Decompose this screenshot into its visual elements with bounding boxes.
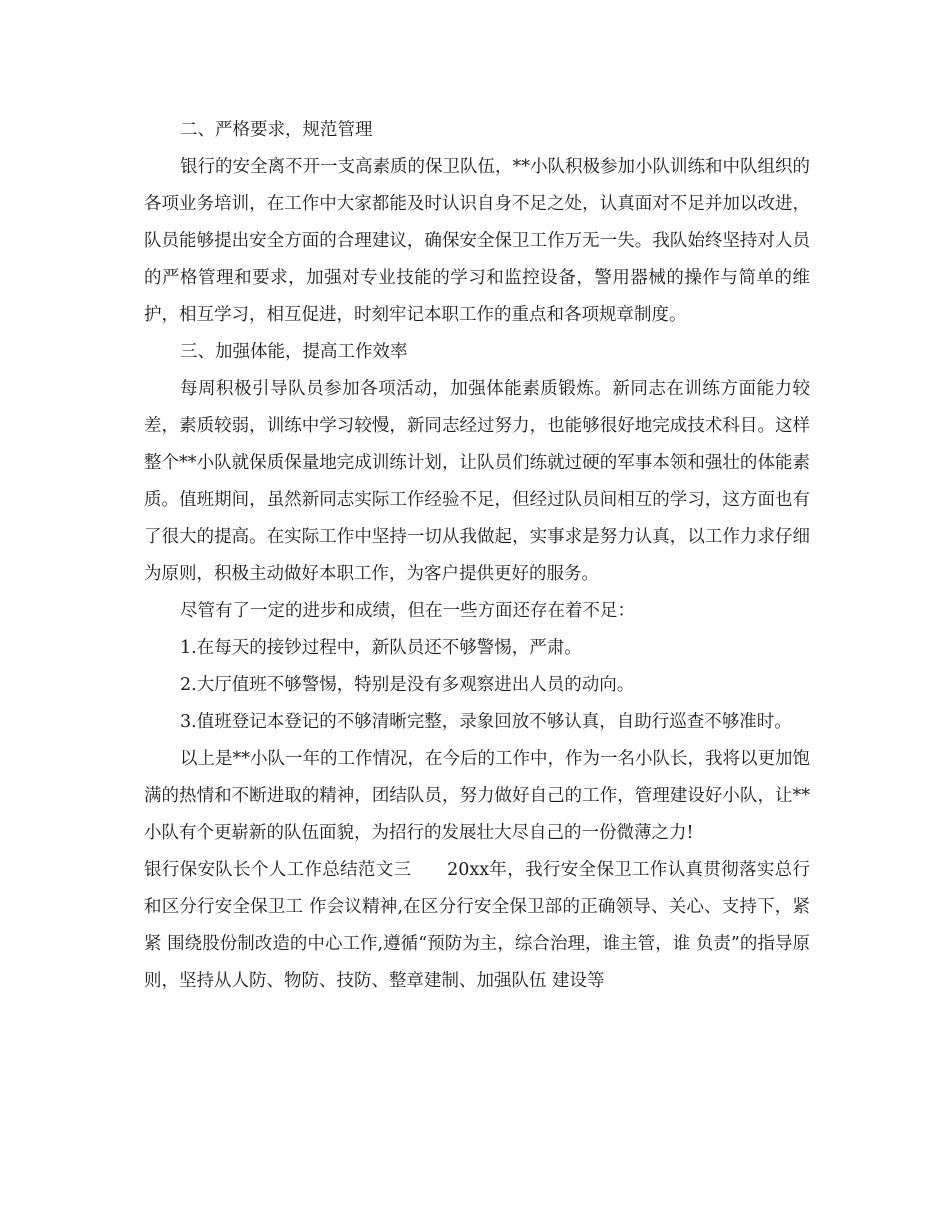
list-item: 1.在每天的接钞过程中，新队员还不够警惕，严肃。 — [180, 638, 582, 658]
paragraph-plain: 银行保安队长个人工作总结范文三 20xx年，我行安全保卫工作认真贯彻落实总行和区分行安全保卫工 作会议精神,在区分行安全保卫部的正确领导、关心、支持下，紧紧 围绕股份制改造的中心工作,遵循“预防为主，综合治理，谁主管，谁 负责”的指导原则，坚持从人防、物防、技防、整章建制、加强队伍 建设等 — [144, 860, 810, 991]
list-item: 2.大厅值班不够警惕，特别是没有多观察进出人员的动向。 — [180, 675, 635, 695]
section-heading-3: 三、加强体能，提高工作效率 — [180, 342, 408, 362]
paragraph: 以上是**小队一年的工作情况，在今后的工作中，作为一名小队长，我将以更加饱满的热情和不断进取的精神，团结队员，努力做好自己的工作，管理建设好小队，让**小队有个更崭新的队伍面貌，为招行的发展壮大尽自己的一份微薄之力! — [144, 749, 810, 843]
document-page — [144, 112, 810, 1000]
section-heading-2: 二、严格要求，规范管理 — [180, 120, 373, 140]
list-item: 3.值班登记本登记的不够清晰完整，录象回放不够认真，自助行巡查不够准时。 — [180, 712, 792, 732]
paragraph: 每周积极引导队员参加各项活动，加强体能素质锻炼。新同志在训练方面能力较差，素质较弱，训练中学习较慢，新同志经过努力，也能够很好地完成技术科目。这样整个**小队就保质保量地完成训练计划，让队员们练就过硬的军事本领和强壮的体能素质。值班期间，虽然新同志实际工作经验不足，但经过队员间相互的学习，这方面也有了很大的提高。在实际工作中坚持一切从我做起，实事求是努力认真，以工作力求仔细为原则，积极主动做好本职工作，为客户提供更好的服务。 — [144, 379, 810, 584]
paragraph: 银行的安全离不开一支高素质的保卫队伍，**小队积极参加小队训练和中队组织的各项业务培训，在工作中大家都能及时认识自身不足之处，认真面对不足并加以改进，队员能够提出安全方面的合理建议，确保安全保卫工作万无一失。我队始终坚持对人员的严格管理和要求，加强对专业技能的学习和监控设备，警用器械的操作与简单的维护，相互学习，相互促进，时刻牢记本职工作的重点和各项规章制度。 — [144, 157, 810, 325]
paragraph: 尽管有了一定的进步和成绩，但在一些方面还存在着不足： — [180, 601, 635, 621]
